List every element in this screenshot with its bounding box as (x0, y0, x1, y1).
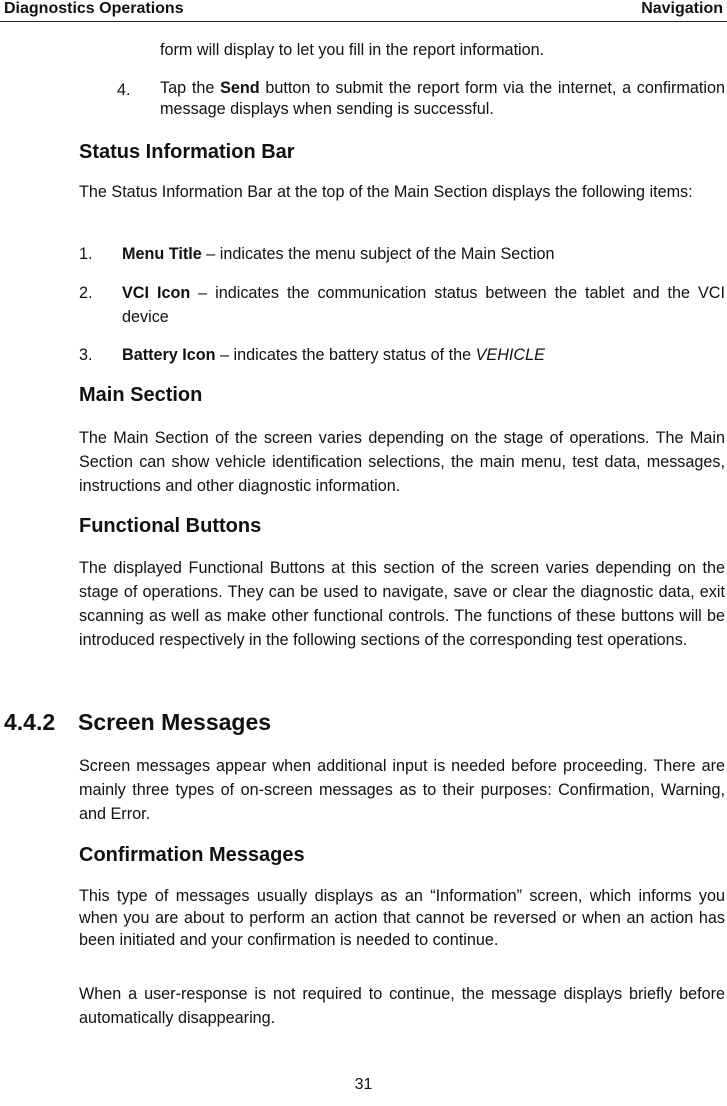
status-item-3-term: Battery Icon (122, 346, 216, 364)
step-4-text (160, 78, 725, 120)
main-section-heading: Main Section (79, 384, 203, 406)
header-section-title: Diagnostics Operations (4, 0, 184, 17)
page-header (0, 0, 727, 22)
status-item-1-term: Menu Title (122, 245, 202, 263)
status-item-2-text: – indicates the communication status between the tablet and the VCI device (122, 284, 725, 326)
page-number: 31 (354, 1076, 373, 1093)
status-item-vci-icon (122, 281, 725, 329)
section-4-4-2-heading (4, 709, 271, 736)
status-bar-intro: The Status Information Bar at the top of the Main Section displays the following items: (79, 183, 693, 201)
section-title: Screen Messages (78, 709, 272, 735)
status-item-1-number: 1. (79, 245, 93, 263)
status-item-2-term: VCI Icon (122, 284, 191, 302)
status-item-3-vehicle: VEHICLE (475, 346, 545, 364)
step-4-number: 4. (117, 81, 131, 99)
status-bar-heading: Status Information Bar (79, 141, 295, 163)
status-item-2-number: 2. (79, 284, 93, 302)
functional-buttons-text: The displayed Functional Buttons at this section of the screen varies depending on the stage of operations. They can be used to navigate, save or clear the diagnostic data, exit scanning as well as make other functional controls. The functions of these buttons will be introduced respectively in the following sections of the corresponding test operations. (79, 559, 725, 649)
confirmation-text-1: This type of messages usually displays as an “Information” screen, which informs you when you are about to perform an action that cannot be reversed or when an action has been initiated and your confirmation is needed to continue. (79, 887, 725, 949)
status-item-1-text: – indicates the menu subject of the Main Section (201, 245, 555, 263)
status-item-battery-icon (122, 343, 725, 367)
section-number: 4.4.2 (4, 709, 56, 735)
header-chapter-title: Navigation (641, 0, 723, 17)
continued-step-text: form will display to let you fill in the report information. (160, 41, 545, 59)
main-section-text: The Main Section of the screen varies depending on the stage of operations. The Main Section can show vehicle identification selections, the main menu, test data, messages, instructions and other diagnostic information. (79, 429, 725, 495)
status-item-menu-title (122, 242, 725, 266)
status-item-3-text: – indicates the battery status of the (215, 346, 476, 364)
confirmation-text-2: When a user-response is not required to continue, the message displays briefly before automatically disappearing. (79, 985, 725, 1027)
step-4-text-before: Tap the (160, 79, 221, 97)
screen-messages-text: Screen messages appear when additional input is needed before proceeding. There are mainly three types of on-screen messages as to their purposes: Confirmation, Warning, and Error. (79, 757, 725, 823)
step-4-text-after: button to submit the report form via the internet, a confirmation message displays when sending is successful. (160, 79, 725, 118)
functional-buttons-heading: Functional Buttons (79, 515, 262, 537)
status-item-3-number: 3. (79, 346, 93, 364)
confirmation-messages-heading: Confirmation Messages (79, 844, 305, 866)
send-button-term: Send (220, 79, 260, 97)
